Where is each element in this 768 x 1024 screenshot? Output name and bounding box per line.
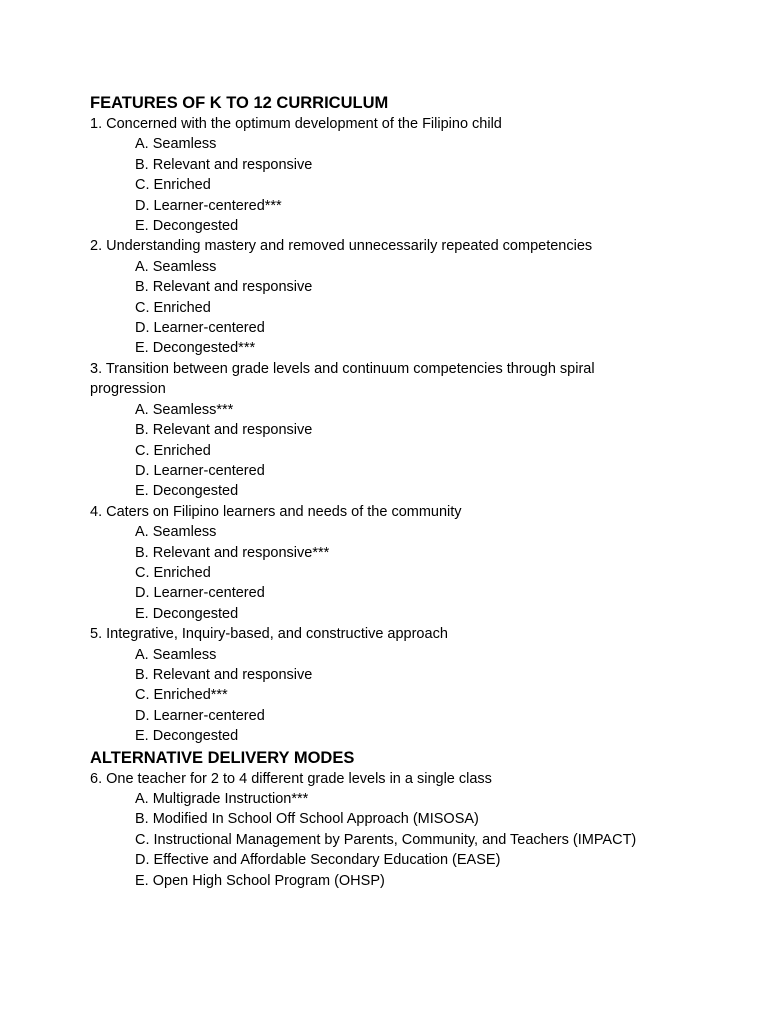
option-a: A. Seamless [135, 136, 217, 153]
option-e: E. Decongested [135, 218, 239, 235]
option-c: C. Instructional Management by Parents, Community, and Teachers (IMPACT) [135, 831, 637, 848]
option-a: A. Seamless [135, 258, 217, 275]
question-2 [90, 236, 768, 358]
option-b: B. Relevant and responsive [135, 422, 313, 439]
section-alternative-delivery-modes [90, 747, 768, 891]
option-b: B. Relevant and responsive*** [135, 544, 330, 561]
option-c: C. Enriched [135, 299, 211, 316]
option-a: A. Seamless*** [135, 401, 234, 418]
option-b: B. Relevant and responsive [135, 666, 313, 683]
question-1 [90, 114, 768, 236]
option-d: D. Learner-centered [135, 585, 265, 602]
option-d: D. Learner-centered*** [135, 197, 282, 214]
question-text: 3. Transition between grade levels and continuum competencies through spiral progression [90, 360, 595, 398]
question-3 [90, 359, 768, 502]
option-a: A. Multigrade Instruction*** [135, 791, 309, 807]
option-e: E. Open High School Program (OHSP) [135, 872, 385, 889]
question-text: 6. One teacher for 2 to 4 different grade levels in a single class [90, 770, 492, 787]
section-heading: FEATURES OF K TO 12 CURRICULUM [90, 94, 389, 112]
option-e: E. Decongested [135, 483, 239, 500]
question-text: 1. Concerned with the optimum development of the Filipino child [90, 116, 502, 132]
option-c: C. Enriched [135, 564, 211, 581]
option-c: C. Enriched*** [135, 687, 228, 704]
question-6 [90, 769, 768, 891]
section-heading: ALTERNATIVE DELIVERY MODES [90, 748, 355, 767]
question-text: 5. Integrative, Inquiry-based, and constructive approach [90, 626, 448, 643]
option-c: C. Enriched [135, 177, 211, 194]
option-d: D. Effective and Affordable Secondary Education (EASE) [135, 852, 501, 869]
option-c: C. Enriched [135, 442, 211, 459]
option-a: A. Seamless [135, 646, 217, 663]
option-b: B. Relevant and responsive [135, 279, 313, 296]
option-d: D. Learner-centered [135, 462, 265, 479]
option-d: D. Learner-centered [135, 707, 265, 724]
option-e: E. Decongested*** [135, 340, 256, 357]
question-5 [90, 624, 768, 746]
option-b: B. Modified In School Off School Approach (MISOSA) [135, 811, 479, 828]
section-k12-features [90, 92, 768, 747]
option-a: A. Seamless [135, 524, 217, 541]
question-text: 2. Understanding mastery and removed unnecessarily repeated competencies [90, 238, 593, 255]
option-e: E. Decongested [135, 728, 239, 745]
option-e: E. Decongested [135, 605, 239, 622]
question-text: 4. Caters on Filipino learners and needs of the community [90, 503, 462, 520]
option-d: D. Learner-centered [135, 320, 265, 337]
question-4 [90, 502, 768, 624]
option-b: B. Relevant and responsive [135, 156, 313, 173]
